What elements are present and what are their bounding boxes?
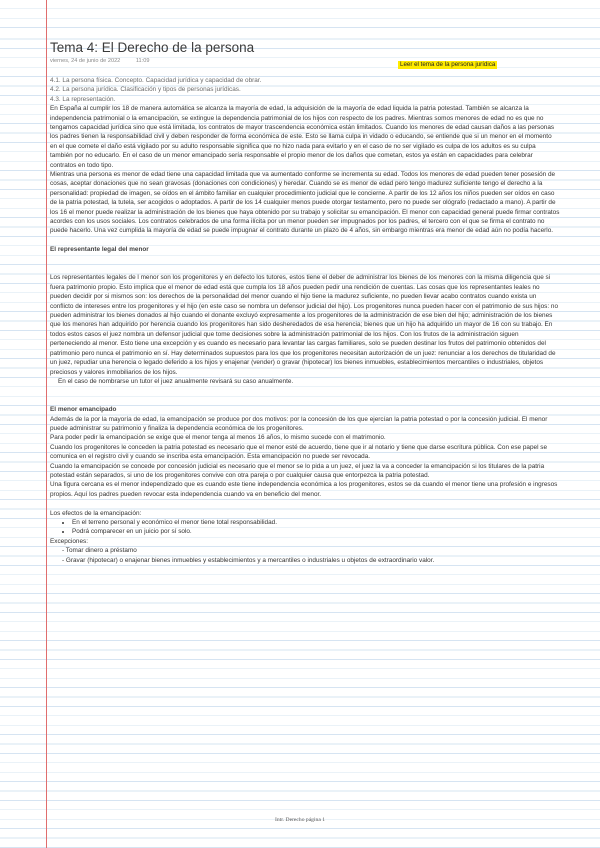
margin-line [46,0,47,848]
exceptions-list [50,546,560,565]
intro-paragraph: En España al cumplir los 18 de manera automática se alcanza la mayoría de edad, la adquisición de la mayoría de edad liquida la patria potestad. También se alcanza la independencia patrimonial o la emancipación, se extingue la dependencia patrimonial de los hijos con respecto de los padres. Mientras somos menores de edad no es que no tengamos capacidad jurídica sino que está limitada, los contratos de mayor trascendencia económica están limitados. Cuando los menores de edad causan daños a las personas los padres tienen la responsabilidad civil y deben responder de forma económica de este. Esto se llama culpa in vidado o educando, se entiende que si un menor en el momento en el que comete el daño está vigilado por su adulto responsable significa que no hizo nada para evitarlo y en el caso de no ser vigilado es culpa de los adultos es su culpa también por no educarlo. En el caso de un menor emancipado sería responsable el propio menor de los daños que cometan, estos ya están en capacidades para celebrar contratos en todo tipo. [50,105,555,169]
section-paragraph: En el caso de nombrarse un tutor el juez anualmente revisará su caso anualmente. [58,377,294,385]
list-item: - Tomar dinero a préstamo [62,546,560,555]
topic-item: 4.2. La persona jurídica. Clasificación y tipos de personas jurídicas. [50,86,241,94]
section-paragraph: Una figura cercana es el menor independizado que es cuando este tiene independencia económica a los progenitores, estos se da cuando el menor tiene una profesión e ingresos propios. Aquí los padres pueden revocar esta independencia cuando va en beneficio del menor. [50,481,558,498]
highlight-note: Leer el tema de la persona jurídica [400,61,496,68]
list-item: - Gravar (hipotecar) o enajenar bienes inmuebles y establecimientos y a mercantiles o industriales u objetos de extraordinario valor. [62,556,560,565]
topic-item: 4.1. La persona física. Concepto. Capacidad jurídica y capacidad de obrar. [50,77,262,84]
date-row [50,57,560,66]
section-paragraph: Los representantes legales de l menor son los progenitores y en defecto los tutores, estos tiene el deber de administrar los bienes de los menores con la misma diligencia que si fuera patrimonio propio. Esto implica que el menor de edad está que cumpla los 18 años pueden pedir una rendición de cuentas. Las cosas que los representantes leales no pueden decidir por si mismos son: los derechos de la personalidad del menor cuando el hijo tiene la madurez suficiente, no pueden llevar acabo contratos cuando exista un conflicto de intereses entre los progenitores y el hijo (en este caso se nombra un defensor judicial del hijo). Los progenitores nunca pueden hacer con el patrimonio de sus hijos: no pueden administrar los bienes donados al hijo cuando el donante excluyó expresamente a los progenitores de la administración de ese bien del hijo; administración de los bienes que los menores han adquirido por herencia cuando los progenitores han sido desheredados de esa herencia; bienes que un hijo ha adquirido un mayor de 16 con su trabajo. En todos estos casos el juez nombra un defensor judicial que tome decisiones sobre la administración patrimonial de los hijos. Con los frutos de la administración siguen perteneciendo al menor. Esto tiene una excepción y es cuando es necesario para levantar las cargas familiares, solo se pueden destinar los frutos del patrimonio obtenidos del patrimonio pero nunca el patrimonio en sí. Hay determinados supuestos para los que los progenitores necesitan autorización de un juez: renunciar a los derechos de titularidad de un juez, repudiar una herencia o legado deferido a los hijos y enajenar (vender) o gravar (hipotecar) los bienes inmuebles, establecimientos mercantiles o industriales, objetos preciosos y valores inmobiliarios de los hijos. [50,274,559,376]
section-heading: El representante legal del menor [50,246,149,254]
effects-heading: Los efectos de la emancipación: [50,509,142,517]
list-item: • Podrá comparecer en un juicio por sí solo. [72,527,560,536]
exceptions-heading: Excepciones: [50,537,89,545]
section-paragraph: Para poder pedir la emancipación se exige que el menor tenga al menos 16 años, lo mismo sucede con el matrimonio. [50,434,386,442]
page-date: viernes, 24 de junio de 2022 [50,58,121,64]
page-content [50,40,560,565]
list-item: • En el terreno personal y económico el menor tiene total responsabilidad. [72,518,560,527]
section-paragraph: Además de la por la mayoría de edad, la emancipación se produce por dos motivos: por la concesión de los que ejercían la patria potestad o por la concesión judicial. El menor puede administrar su patrimonio y finaliza la dependencia económica de los progenitores. [50,415,548,432]
topic-item: 4.3. La representación. [50,95,116,103]
effects-list [50,518,560,537]
section-paragraph: Cuando la emancipación se concede por concesión judicial es necesario que el menor se lo pida a un juez, el juez la va a conceder la emancipación si los titulares de la patria potestad están separados, si uno de los progenitores convive con otra pareja o por cualquier causa que entorpezca la patria potestad. [50,462,545,479]
intro-paragraph: Mientras una persona es menor de edad tiene una capacidad limitada que va aumentado conforme se incrementa su edad. Todos los menores de edad pueden tener posesión de cosas, aceptar donaciones que no sean gravosas (donaciones con condiciones) y heredar. Cuando se es menor de edad pero tengo madurez suficiente tengo el derecho a la personalidad: propiedad de imagen, se oídos en el ámbito familiar en cualquier procedimiento judicial que le concierne. A partir de los 12 años los niños pueden ser oídos en caso de la patria potestad, la tutela, ser acogidos o adoptados. A partir de los 14 cualquier menos puede otorgar testamento, pero no puede ser ológrafo (redactado a mano). A partir de los 16 el menor puede realizar la administración de los bienes que haya obtenido por su trabajo y solicitar su emancipación. El menor con capacidad general puede firmar contratos acordes con los usos sociales. Los contratos celebrados de una forma ilícita por un menor pueden ser impugnados por los padres, el tercero con el que se firma el contrato no puede hacerlo. Una vez cumplida la mayoría de edad se puede impugnar el contrato durante un plazo de 4 años, sin embargo mientras era menor de edad aún no podía hacerlo. [50,171,560,235]
section-heading: El menor emancipado [50,406,117,414]
page-time: 11:09 [135,58,150,64]
topic-list [50,76,560,104]
section-paragraph: Cuando los progenitores le conceden la patria potestad es necesario que el menor esté de acuerdo, tiene que ir al notario y tiene que darse escritura pública. Con ese papel se comunica en el registro civil y cuando se inscriba esta emancipación. Esta emancipación no puede ser revocada. [50,443,548,461]
page-footer: Intr. Derecho página 1 [274,817,325,823]
page-title: Tema 4: El Derecho de la persona [50,40,255,55]
